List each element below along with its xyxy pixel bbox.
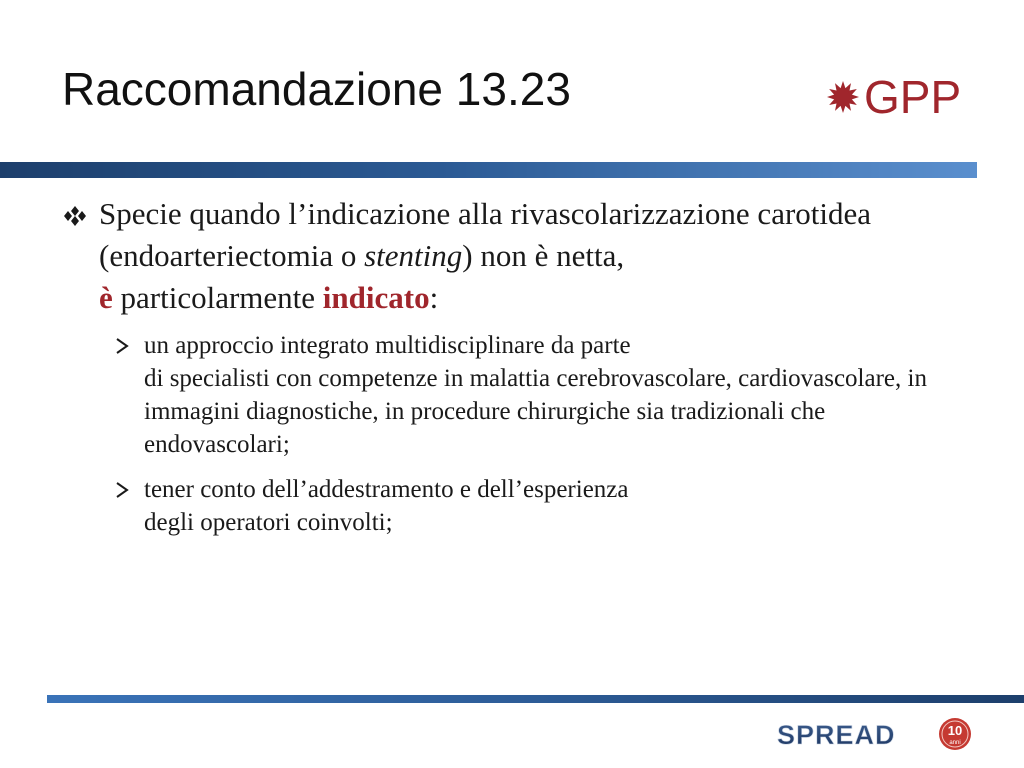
- gpp-badge: [826, 71, 962, 123]
- spread-logo-text: SPREAD: [777, 720, 896, 750]
- footer-divider-bar: [47, 695, 1024, 703]
- sub-bullet-1-text: di specialisti con competenze in malattia cerebrovascolare, cardiovascolare, in immagini diagnostiche, in procedure chirurgiche sia tradizionali che endovascolari;: [144, 365, 927, 458]
- sub-bullet-2-line1: tener conto dell’addestramento e dell’esperienza: [144, 476, 629, 503]
- emphasis-indicato: indicato: [322, 280, 430, 315]
- logo-badge-number: 10: [947, 723, 963, 738]
- main-bullet: Specie quando l’indicazione alla rivascolarizzazione carotidea (endoarteriectomia o stenting) non è netta, è particolarmente indicato:: [62, 193, 962, 319]
- sub-bullet-1: [62, 329, 962, 461]
- header-divider-bar: [0, 162, 977, 178]
- emphasis-e: è: [99, 280, 113, 315]
- main-bullet-text: Specie quando l’indicazione alla rivascolarizzazione carotidea (endoarteriectomia o: [99, 196, 872, 273]
- arrow-bullet-icon: [114, 482, 130, 498]
- sunburst-icon: [826, 80, 860, 114]
- sub-bullet-1-line1: un approccio integrato multidisciplinare da parte: [144, 332, 631, 359]
- stenting-term: stenting: [364, 238, 463, 273]
- gpp-label: GPP: [864, 71, 962, 123]
- diamond-bullet-icon: [62, 206, 88, 226]
- arrow-bullet-icon: [114, 338, 130, 354]
- slide-body: [62, 193, 962, 539]
- spread-logo: [775, 715, 975, 755]
- logo-badge-word: anni: [949, 740, 961, 746]
- slide-title: Raccomandazione 13.23: [62, 63, 571, 115]
- sub-bullet-2: [62, 473, 962, 539]
- sub-bullet-2-text: degli operatori coinvolti;: [144, 509, 393, 536]
